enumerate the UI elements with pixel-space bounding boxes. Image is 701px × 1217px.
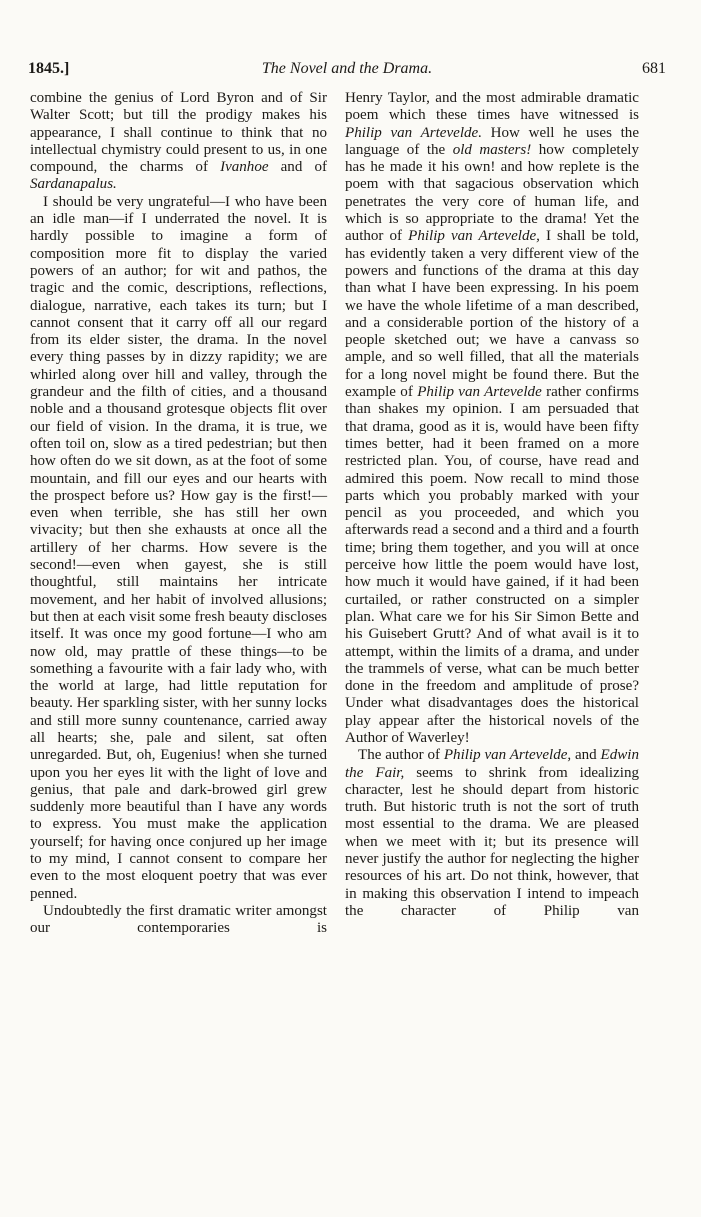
work-title-artevelde: Philip van Artevelde. <box>345 124 482 141</box>
work-title-artevelde: Philip van Artevelde, <box>443 747 572 764</box>
paragraph-left-1 <box>30 90 327 194</box>
paragraph-left-2: I should be very ungrateful—I who have been an idle man—if I underrated the novel. It is hardly possible to imagine a form of composition more fit to display the varied powers of an author; for wit and pathos, the tragic and the comic, descriptions, reflections, dialogue, narrative, each takes its turn; but I cannot consent that it carry off all our regard from its elder sister, the drama. In the novel every thing passes by in dizzy rapidity; we are whirled along over hill and valley, through the grandeur and the filth of cities, and a thousand noble and a thousand grotesque objects flit over our field of vision. In the drama, it is true, we often toil on, slow as a tired pedestrian; but then how often do we sit down, as at the foot of some mountain, and fill our eyes and our hearts with the prospect before us? How gay is the first!—even when terrible, she has still her own vivacity; but then she exhausts at once all the artillery of her charms. How severe is the second!—even when gayest, she is still thoughtful, still maintains her intricate movement, and her habit of involved allusions; but then at each visit some fresh beauty discloses itself. It was once my good fortune—I who am now old, may prattle of these things—to be something a favourite with a fair lady who, with the world at large, had little reputation for beauty. Her sparkling sister, with her sunny locks and still more sunny countenance, carried away all hearts; she, pale and silent, sat often unregarded. But, oh, Eugenius! when she turned upon you her eyes lit with the light of love and genius, that pale and dark-browed girl grew suddenly more beautiful than I have any words to express. You must make the application yourself; for having once conjured up her image to my mind, I cannot consent to compare her even to the most eloquent poetry that was ever penned. <box>30 193 327 902</box>
running-header <box>28 60 666 84</box>
text-run: I shall be told, has evidently taken a very different view of the powers and functions of the drama at this day than what I have been expressing. In his poem we have the whole lifetime of a man described, and a considerable portion of the history of a people sketched out; we have a canvass so ample, and so well filled, that all the materials for a long novel might be found there. But the example of <box>345 228 639 401</box>
page-number: 681 <box>642 60 666 77</box>
paragraph-right-2 <box>345 747 639 920</box>
text-run: seems to shrink from idealizing character, lest he should depart from historic truth. But historic truth is not the sort of truth most essential to the drama. We are pleased when we meet with it; but its presence will never justify the author for neglecting the higher resources of his art. Do not think, however, that in making this observation I intend to impeach the character of Philip van <box>345 764 639 919</box>
phrase-old-masters: old masters! <box>452 141 532 158</box>
text-run: and <box>571 747 601 764</box>
work-title-artevelde: Philip van Artevelde <box>417 384 542 401</box>
text-run: rather confirms than shakes my opinion. I am persuaded that that drama, good as it is, would have been fifty times better, had it been framed on a more restricted plan. You, of course, have read and admired this poem. Now recall to mind those parts which you probably marked with your pencil as you proceeded, and which you afterwards read a second and a third and a fourth time; bring them together, and you will at once perceive how little the poem would have lost, how much it would have gained, if it had been curtailed, or rather constructed on a simpler plan. What care we for his Sir Simon Bette and his Guisebert Grutt? And of what avail is it to attempt, within the limits of a drama, and under the trammels of verse, what can be much better done in the freedom and amplitude of prose? Under what disadvantages does the historical play appear after the historical novels of the Author of Waverley! <box>345 384 639 746</box>
paragraph-left-3: Undoubtedly the first dramatic writer amongst our contemporaries is <box>30 902 327 937</box>
work-title-edwin: Edwin the Fair, <box>345 747 640 781</box>
left-column <box>30 90 327 938</box>
header-title: The Novel and the Drama. <box>261 60 433 77</box>
work-title-ivanhoe: Ivanhoe <box>220 159 269 176</box>
paragraph-right-1 <box>345 90 639 747</box>
right-column <box>345 90 639 920</box>
text-run: How well he uses the language of the <box>345 124 639 158</box>
text-run: combine the genius of Lord Byron and of Sir Walter Scott; but till the prodigy makes his appearance, I shall continue to think that no intellectual chymistry could present to us, in one compound, the charms of <box>30 90 327 176</box>
work-title-artevelde: Philip van Artevelde, <box>408 228 540 245</box>
text-run: and of <box>268 159 327 176</box>
text-run: The author of <box>358 747 444 764</box>
work-title-sardanapalus: Sardanapalus. <box>30 176 117 193</box>
text-run: how completely has he made it his own! and how replete is the poem with that sagacious observation which penetrates the very core of human life, and which is so appropriate to the drama! Yet the author of <box>345 141 639 245</box>
text-run: Henry Taylor, and the most admirable dramatic poem which these times have witnessed is <box>345 90 639 124</box>
header-year: 1845.] <box>28 60 70 77</box>
